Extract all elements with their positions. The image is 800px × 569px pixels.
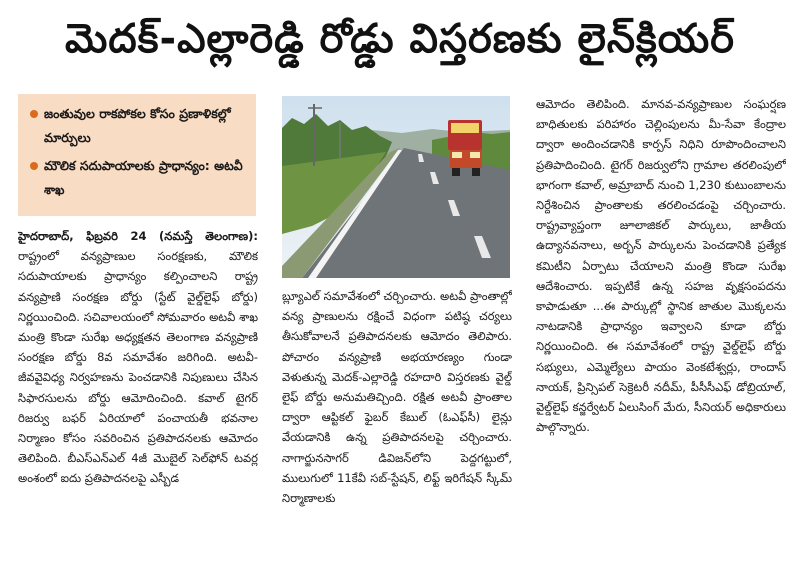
article-column-1 <box>18 226 258 562</box>
dateline: హైదరాబాద్, ఫిబ్రవరి 24 (నమస్తే తెలంగాణ): <box>18 229 258 243</box>
bullet-icon <box>30 162 38 170</box>
bullet-icon <box>30 110 38 118</box>
highlights-box <box>18 94 256 216</box>
road-photo <box>282 96 510 278</box>
article-text: బ్ల్యూఎల్ సమావేశంలో చర్చించారు. అటవీ ప్రాంతాల్లో వన్య ప్రాణులను రక్షించే విధంగా పటిష్ఠ చర్యలు తీసుకోవాలనే ప్రతిపాదనలకు ఆమోదం తెలిపారు. పోచారం వన్యప్రాణి అభయారణ్యం గుండా వెళుతున్న మెదక్-ఎల్లారెడ్డి రహదారి విస్తరణకు వైల్డ్ లైఫ్ బోర్డు అనుమతిచ్చింది. రక్షిత అటవీ ప్రాంతాల ద్వారా ఆప్టికల్ ఫైబర్ కేబుల్ (ఓఎఫ్‌సీ) లైన్లు వేయడానికి ఉన్న ప్రతిపాదనలపై చర్చించారు. నాగార్జునసాగర్ డివిజన్‌లోని పెద్దగట్టులో, ములుగులో 11కేవీ సబ్-స్టేషన్, లిఫ్ట్ ఇరిగేషన్ స్కీమ్ నిర్మాణాలకు <box>282 289 512 506</box>
highlight-item <box>28 102 246 150</box>
headline: మెదక్-ఎల్లారెడ్డి రోడ్డు విస్తరణకు లైన్‌క్లియర్ <box>65 16 735 62</box>
highlight-text: మౌలిక సదుపాయాలకు ప్రాధాన్యం: అటవీ శాఖ <box>44 158 243 197</box>
article-text: ఆమోదం తెలిపింది. మానవ-వన్యప్రాణుల సంఘర్షణ బాధితులకు పరిహారం చెల్లింపులను మీ-సేవా కేంద్రాల ద్వారా అందించడానికి కార్పస్ నిధిని రూపొందించాలని ప్రతిపాదించింది. టైగర్ రిజర్వులోని గ్రామాల తరలింపులో భాగంగా కవాల్, అమ్రాబాద్ నుంచి 1,230 కుటుంబాలను నిర్దేశించిన ప్రాంతాలకు తరలించడంపై చర్చించారు. రాష్ట్రవ్యాప్తంగా జూలాజికల్ పార్కులు, జాతీయ ఉద్యానవనాలు, అర్బన్ పార్కులను పెంచడానికి ప్రత్యేక కమిటీని ఏర్పాటు చేయాలని మంత్రి కొండా సురేఖ ఆదేశించారు. ఇప్పటికే ఉన్న సహజ వృక్షసంపదను కాపాడుతూ ...ఈ పార్కుల్లో స్థానిక జాతుల మొక్కలను నాటడానికి ప్రాధాన్యం ఇవ్వాలని కూడా బోర్డు నిర్ణయించింది. ఈ సమావేశంలో రాష్ట్ర వైల్డ్‌లైఫ్ బోర్డు సభ్యులు, ఎమ్మెల్యేలు పాయం వెంకటేశ్వర్లు, రాందాస్ నాయక్, ప్రిన్సిపల్ సెక్రెటరీ నదీమ్, పీసీసీఎఫ్ డోబ్రియాల్, వైల్డ్‌లైఫ్ కన్జర్వేటర్ ఏలుసింగ్ మేరు, సీనియర్ అధికారులు పాల్గొన్నారు. <box>536 97 786 435</box>
article-text: రాష్ట్రంలో వన్యప్రాణుల సంరక్షణకు, మౌలిక సదుపాయాలకు ప్రాధాన్యం కల్పించాలని రాష్ట్ర వన్యప్రాణి సంరక్షణ బోర్డు (స్టేట్ వైల్డ్‌లైఫ్ బోర్డు) నిర్ణయించింది. సచివాలయంలో సోమవారం అటవీ శాఖ మంత్రి కొండా సురేఖ అధ్యక్షతన తెలంగాణ వన్యప్రాణి సంరక్షణ బోర్డు 8వ సమావేశం జరిగింది. అటవీ-జీవవైవిధ్య నిర్వహణను పెంచడానికి నిపుణులు చేసిన సిఫారసులను బోర్డు ఆమోదించింది. కవాల్ టైగర్ రిజర్వు బఫర్ ఏరియాలో పంచాయతీ భవనాల నిర్మాణం కోసం సవరించిన ప్రతిపాదనలకు ఆమోదం తెలిపింది. బీఎస్ఎన్ఎల్ 4జీ మొబైల్ సెల్‌ఫోన్ టవర్ల అంశంలో ఐదు ప్రతిపాదనలపై ఎస్బీడ <box>18 249 258 486</box>
road-photo-image <box>282 96 510 278</box>
highlight-item <box>28 154 246 202</box>
article-paragraph <box>18 226 258 489</box>
article-column-3 <box>536 94 786 562</box>
highlight-text: జంతువుల రాకపోకల కోసం ప్రణాళికల్లో మార్పులు <box>44 106 231 145</box>
article-column-2 <box>282 286 512 562</box>
